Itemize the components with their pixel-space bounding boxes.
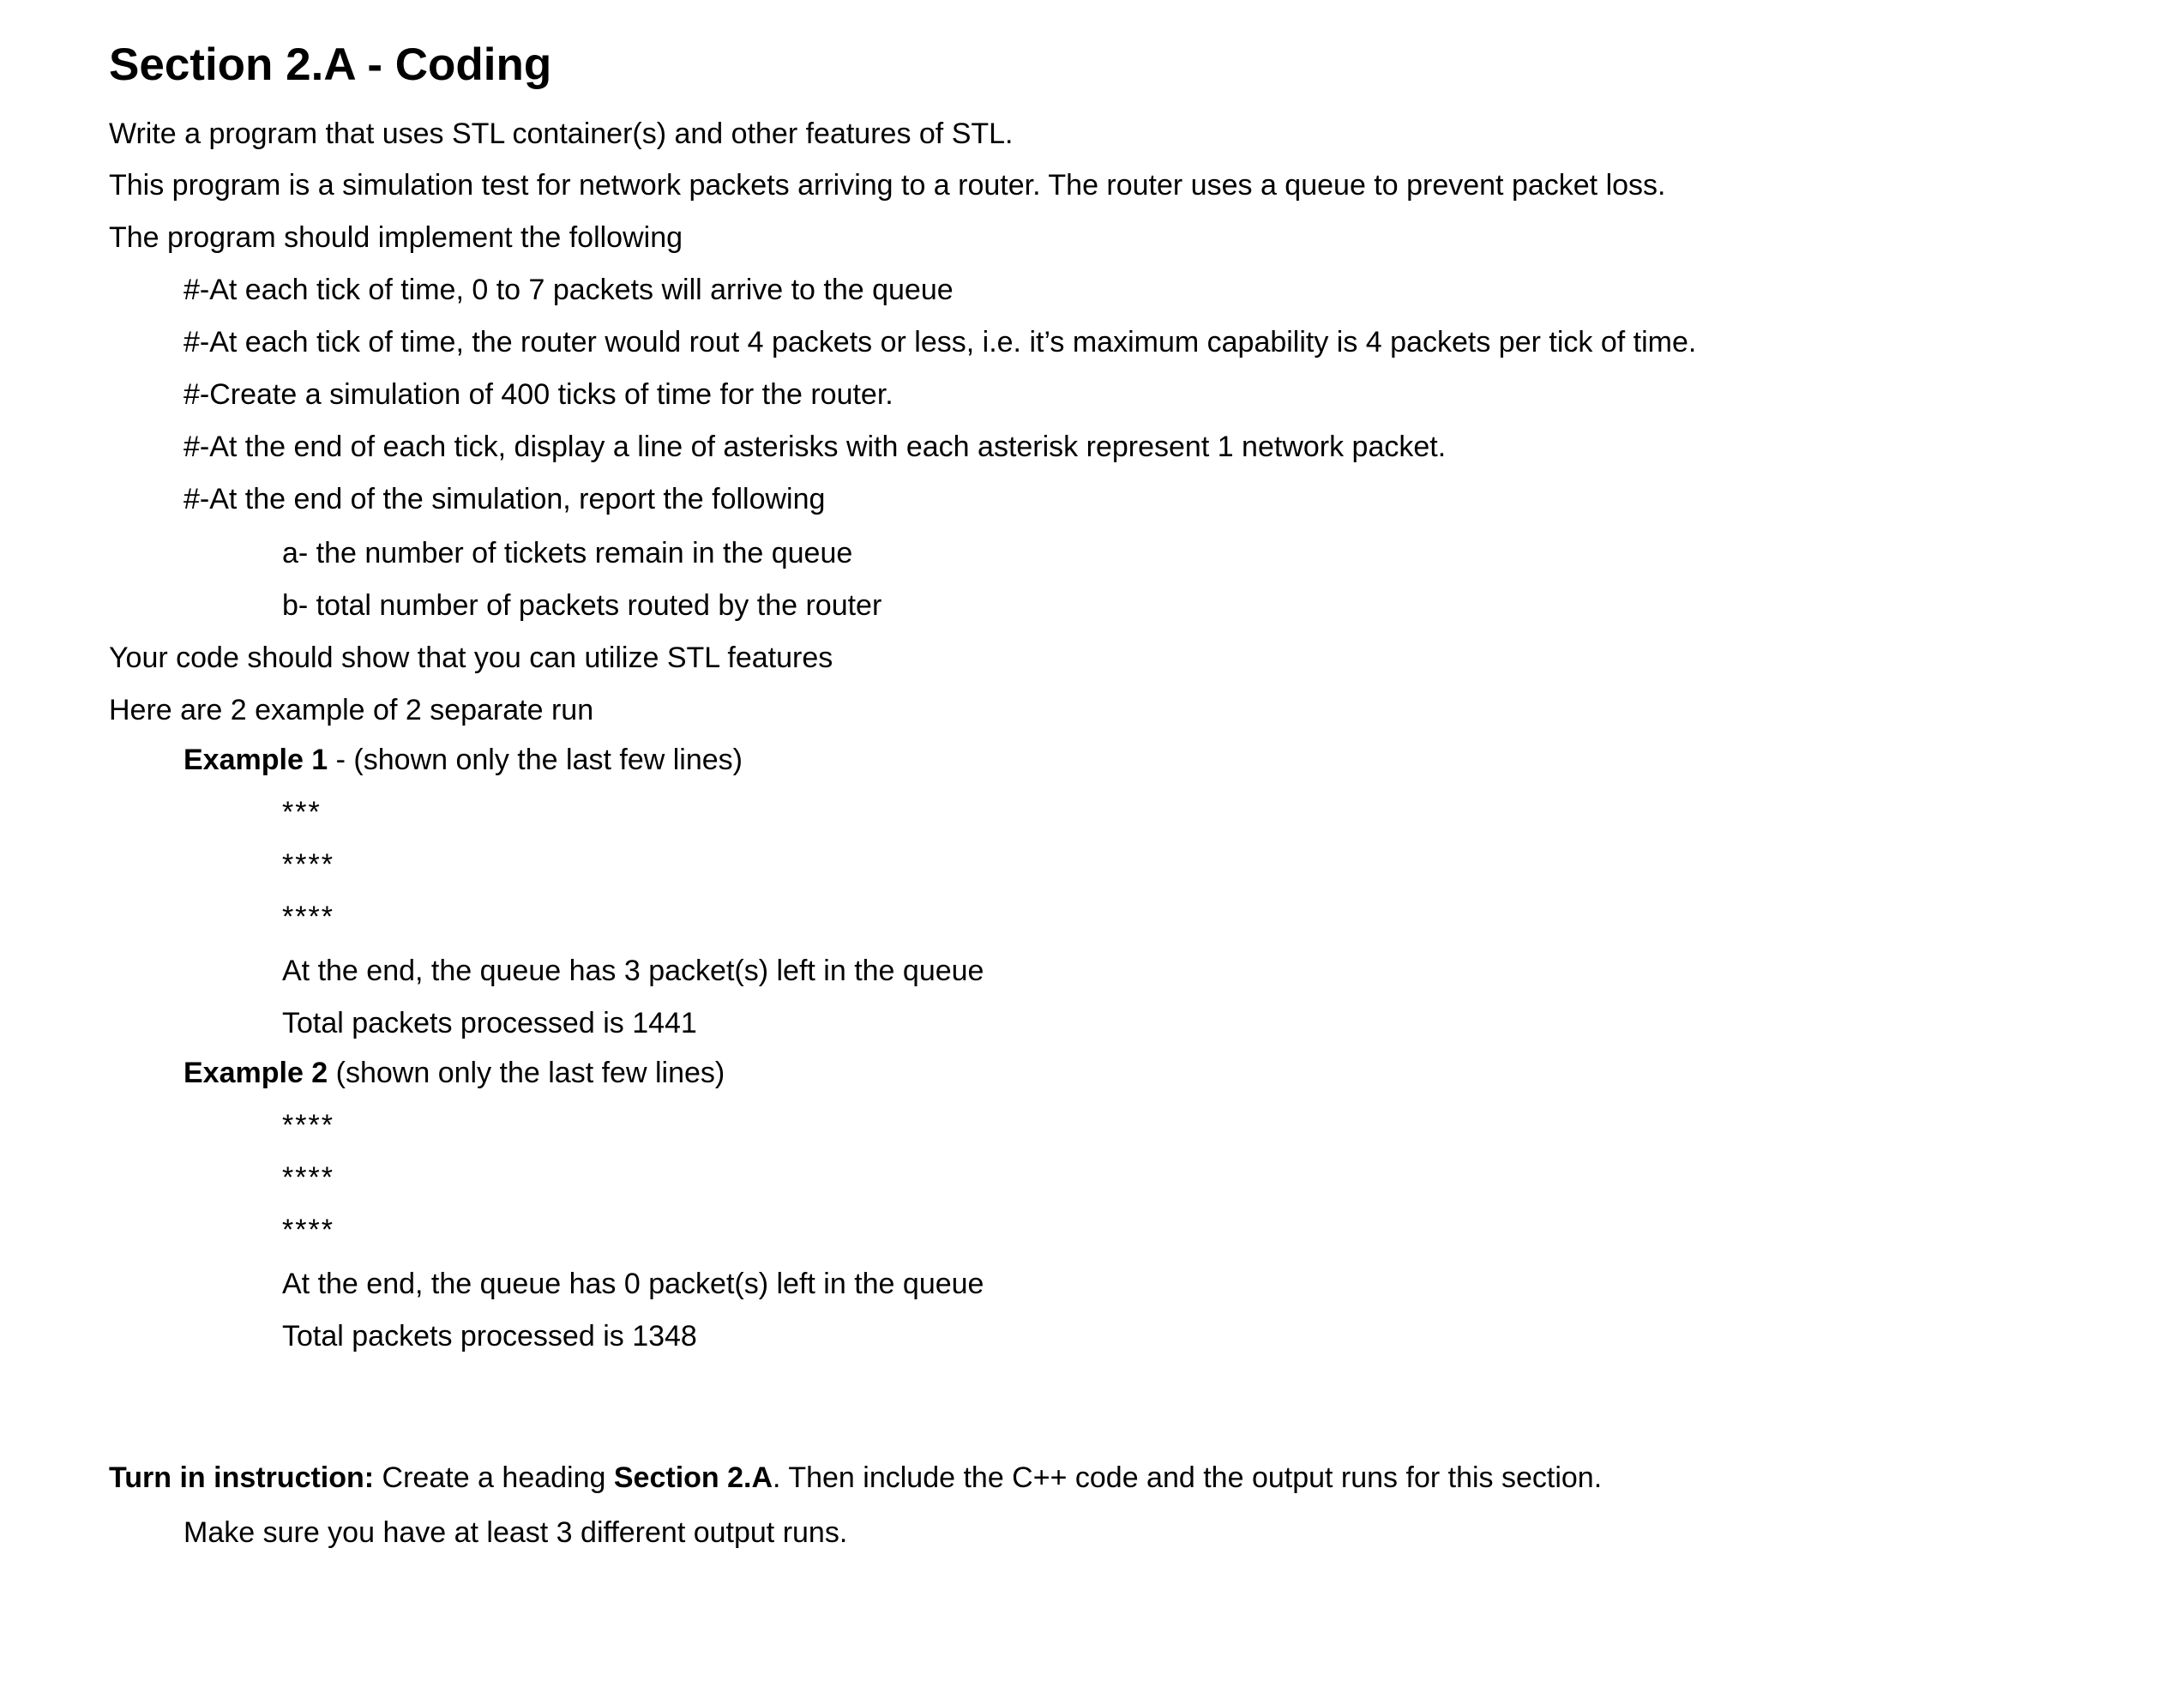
intro-line-2: This program is a simulation test for network packets arriving to a router. The router uses a queue to prevent packet loss.: [109, 169, 1666, 202]
example-2-note: (shown only the last few lines): [328, 1057, 725, 1089]
turn-in-line-2: Make sure you have at least 3 different output runs.: [184, 1516, 848, 1549]
example-2-label: Example 2: [184, 1057, 328, 1089]
example-2-result-queue: At the end, the queue has 0 packet(s) left in the queue: [282, 1268, 984, 1300]
example-1-result-queue: At the end, the queue has 3 packet(s) left in the queue: [282, 955, 984, 987]
turn-in-section-name: Section 2.A: [613, 1461, 773, 1494]
example-2-result-total: Total packets processed is 1348: [282, 1320, 697, 1353]
requirement-item: #-At the end of each tick, display a line of asterisks with each asterisk represent 1 network packet.: [184, 431, 1447, 463]
example-2-star-line: ****: [282, 1214, 334, 1246]
stl-note: Your code should show that you can utilize STL features: [109, 642, 833, 674]
turn-in-label: Turn in instruction:: [109, 1461, 375, 1494]
intro-line-3: The program should implement the following: [109, 221, 683, 254]
example-1-star-line: ****: [282, 901, 334, 933]
report-item: b- total number of packets routed by the router: [282, 589, 882, 622]
examples-intro: Here are 2 example of 2 separate run: [109, 694, 594, 726]
example-1-star-line: ***: [282, 796, 322, 828]
example-2-heading: [184, 1056, 725, 1090]
example-1-result-total: Total packets processed is 1441: [282, 1007, 697, 1039]
turn-in-text-2: . Then include the C++ code and the output runs for this section.: [773, 1461, 1603, 1494]
example-2-star-line: ****: [282, 1161, 334, 1194]
requirement-item: #-At each tick of time, 0 to 7 packets will arrive to the queue: [184, 274, 954, 306]
requirement-item: #-At the end of the simulation, report the following: [184, 483, 826, 515]
page-title: Section 2.A - Coding: [109, 39, 552, 90]
turn-in-text-1: Create a heading: [374, 1461, 614, 1494]
turn-in-instruction: [109, 1461, 1602, 1495]
example-1-label: Example 1: [184, 744, 328, 776]
requirement-item: #-Create a simulation of 400 ticks of time for the router.: [184, 378, 893, 411]
report-item: a- the number of tickets remain in the queue: [282, 537, 853, 569]
example-1-star-line: ****: [282, 848, 334, 881]
example-2-star-line: ****: [282, 1109, 334, 1142]
intro-line-1: Write a program that uses STL container(s) and other features of STL.: [109, 117, 1014, 150]
example-1-heading: [184, 743, 743, 777]
example-1-note: - (shown only the last few lines): [328, 744, 743, 776]
requirement-item: #-At each tick of time, the router would rout 4 packets or less, i.e. it’s maximum capability is 4 packets per tick of time.: [184, 326, 1697, 358]
